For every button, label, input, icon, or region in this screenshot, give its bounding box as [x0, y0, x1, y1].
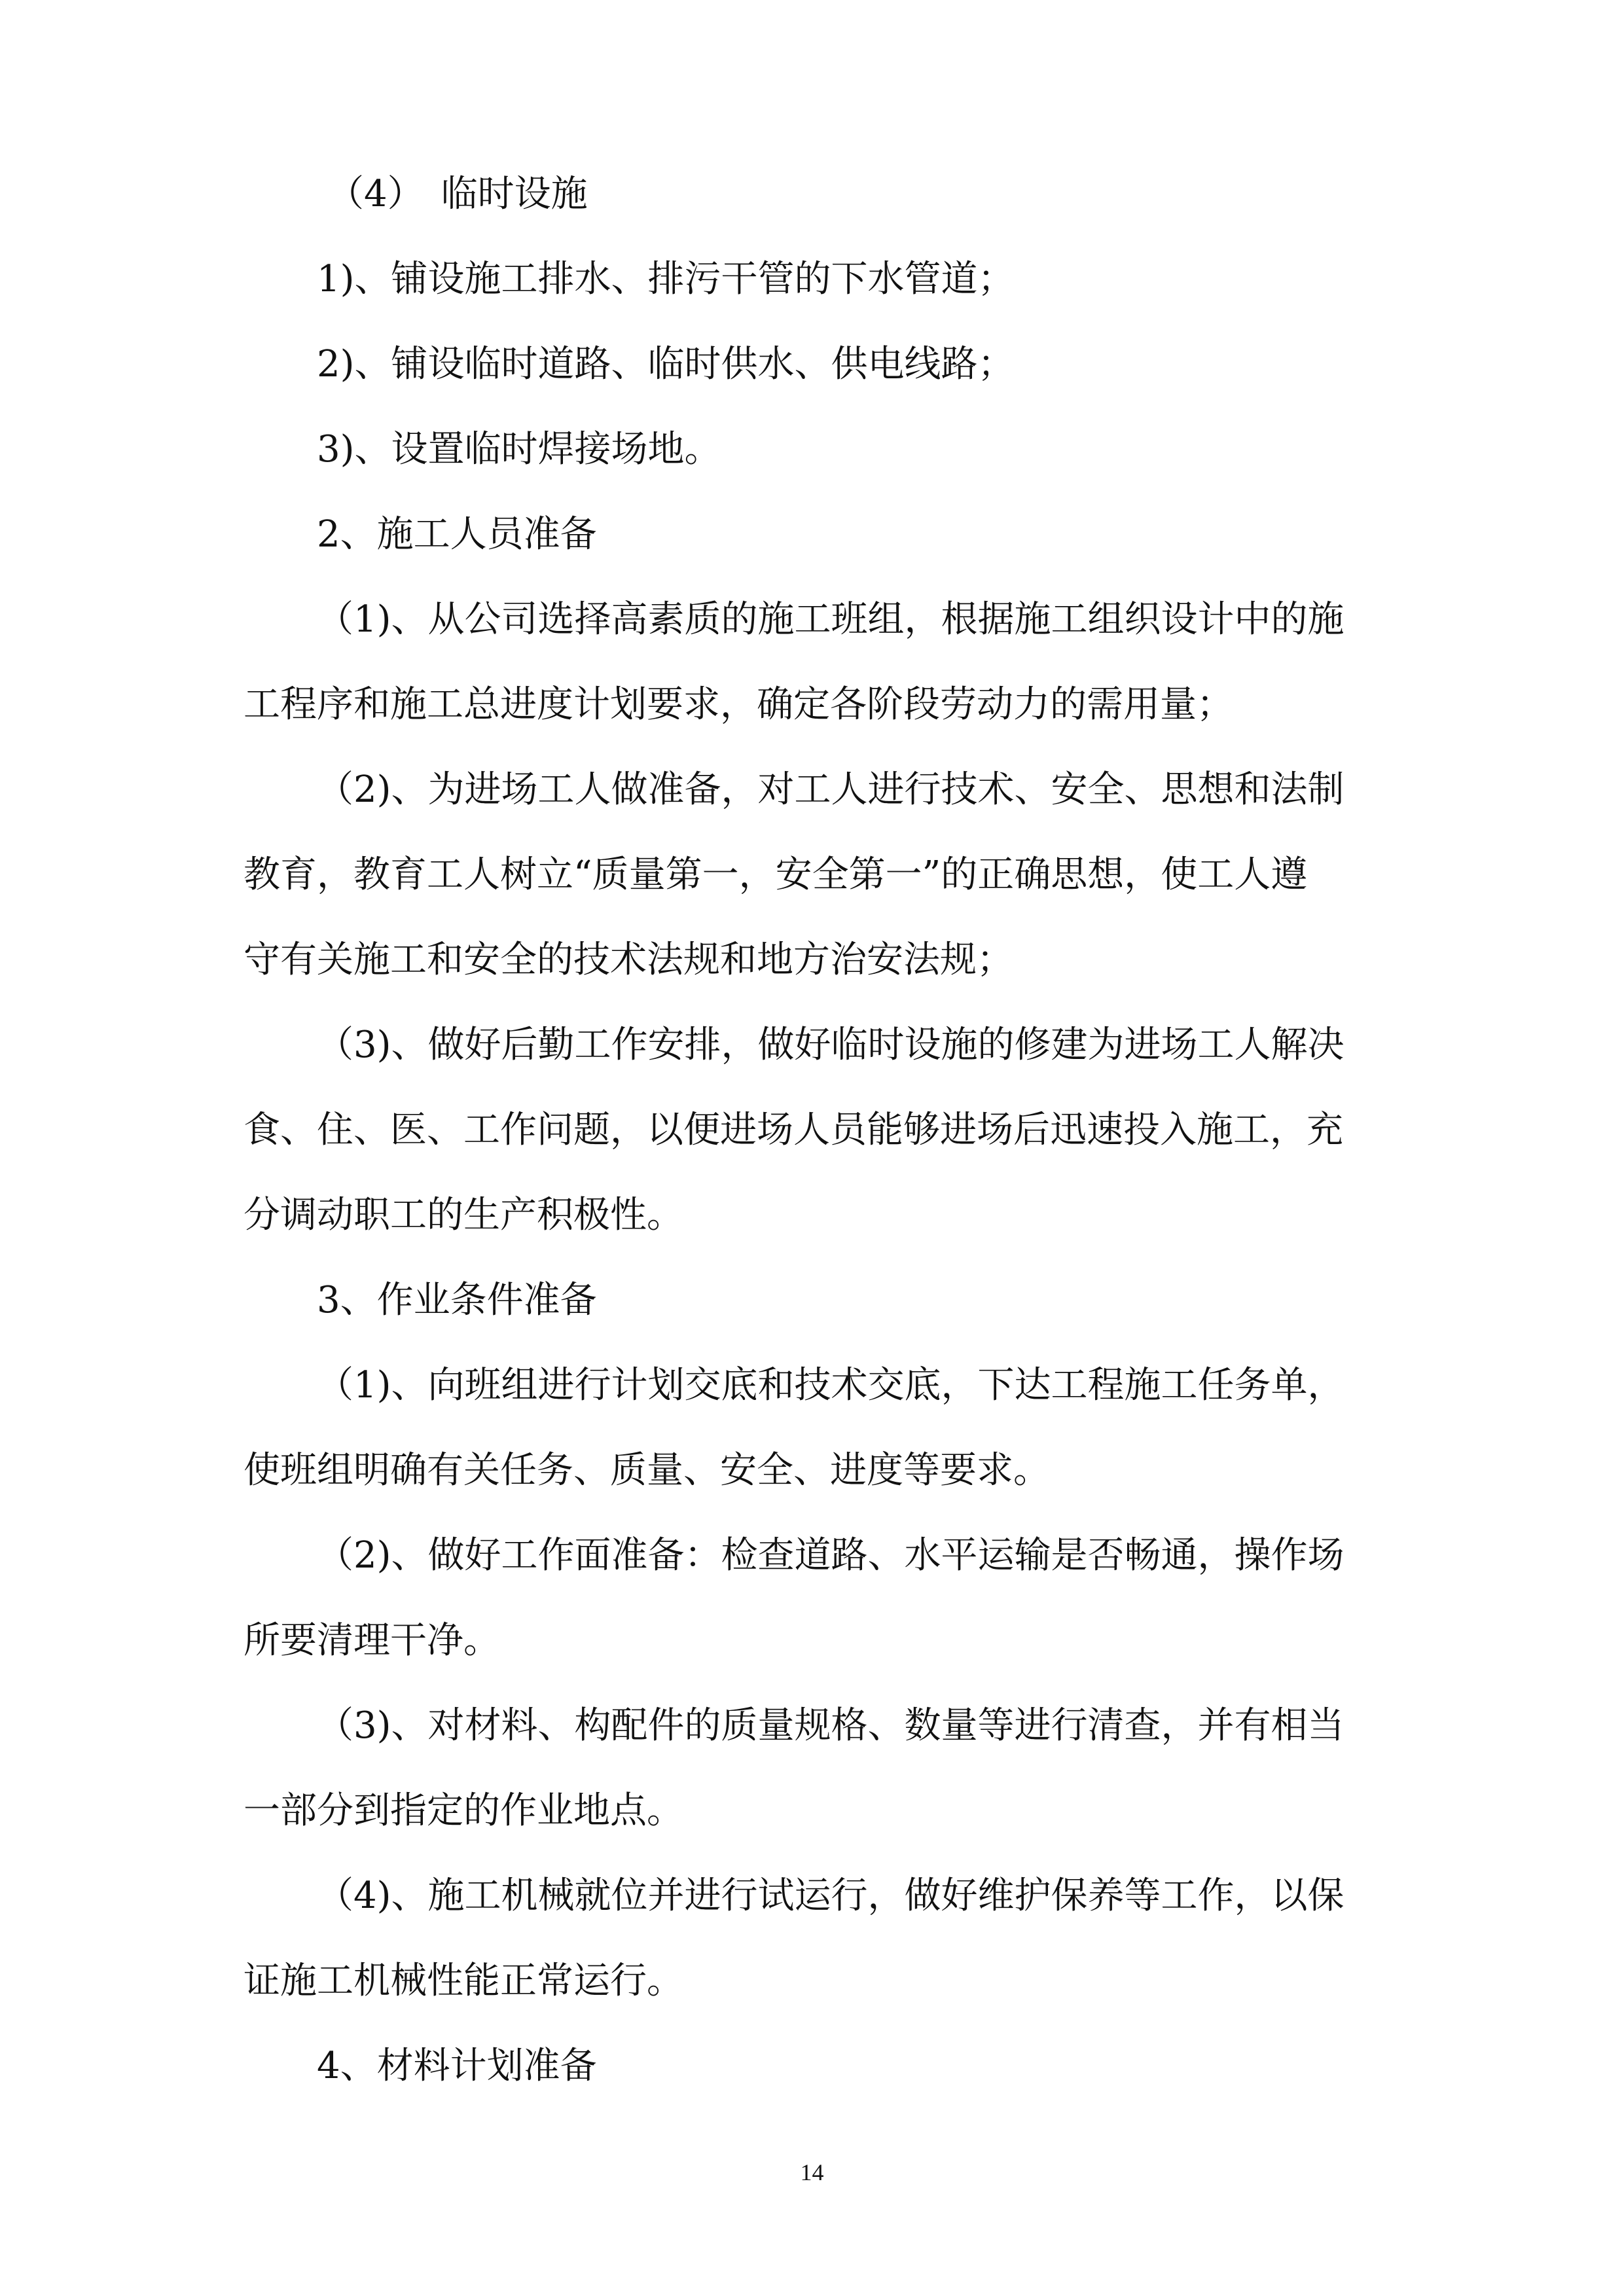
paragraph-line: 守有关施工和安全的技术法规和地方治安法规；: [244, 939, 1013, 981]
paragraph-line: 证施工机械性能正常运行。: [244, 1960, 683, 2002]
list-item: 3)、设置临时焊接场地。: [317, 428, 721, 471]
section-heading: 2、施工人员准备: [317, 513, 597, 556]
paragraph-line: 分调动职工的生产积极性。: [244, 1194, 683, 1236]
section-heading: 4、材料计划准备: [317, 2045, 597, 2087]
page-number: 14: [800, 2159, 824, 2185]
section-heading: 3、作业条件准备: [317, 1279, 597, 1321]
list-item: 1)、铺设施工排水、排污干管的下水管道；: [317, 258, 1015, 300]
paragraph-line: 教育，教育工人树立“质量第一，安全第一”的正确思想，使工人遵: [244, 853, 1308, 896]
paragraph-line: 使班组明确有关任务、质量、安全、进度等要求。: [244, 1449, 1050, 1492]
paragraph-line: 食、住、医、工作问题，以便进场人员能够进场后迅速投入施工，充: [244, 1109, 1343, 1151]
paragraph-line: （2)、为进场工人做准备，对工人进行技术、安全、思想和法制: [317, 768, 1344, 811]
paragraph-line: 所要清理干净。: [244, 1619, 500, 1662]
body-text: [244, 152, 1389, 2109]
paragraph-line: （3)、做好后勤工作安排，做好临时设施的修建为进场工人解决: [317, 1024, 1344, 1066]
subsection-number: （4）: [327, 173, 424, 215]
paragraph-line: （1)、从公司选择高素质的施工班组，根据施工组织设计中的施: [317, 598, 1344, 641]
paragraph-line: （4)、施工机械就位并进行试运行，做好维护保养等工作，以保: [317, 1874, 1344, 1917]
paragraph-line: 一部分到指定的作业地点。: [244, 1789, 683, 1832]
paragraph-line: （1)、向班组进行计划交底和技术交底，下达工程施工任务单，: [317, 1364, 1344, 1407]
paragraph-line: （3)、对材料、构配件的质量规格、数量等进行清查，并有相当: [317, 1704, 1344, 1747]
subsection-heading: [244, 152, 1389, 237]
paragraph-line: （2)、做好工作面准备：检查道路、水平运输是否畅通，操作场: [317, 1534, 1344, 1577]
paragraph-line: 工程序和施工总进度计划要求，确定各阶段劳动力的需用量；: [244, 683, 1233, 726]
subsection-title: 临时设施: [441, 173, 588, 215]
list-item: 2)、铺设临时道路、临时供水、供电线路；: [317, 343, 1015, 386]
